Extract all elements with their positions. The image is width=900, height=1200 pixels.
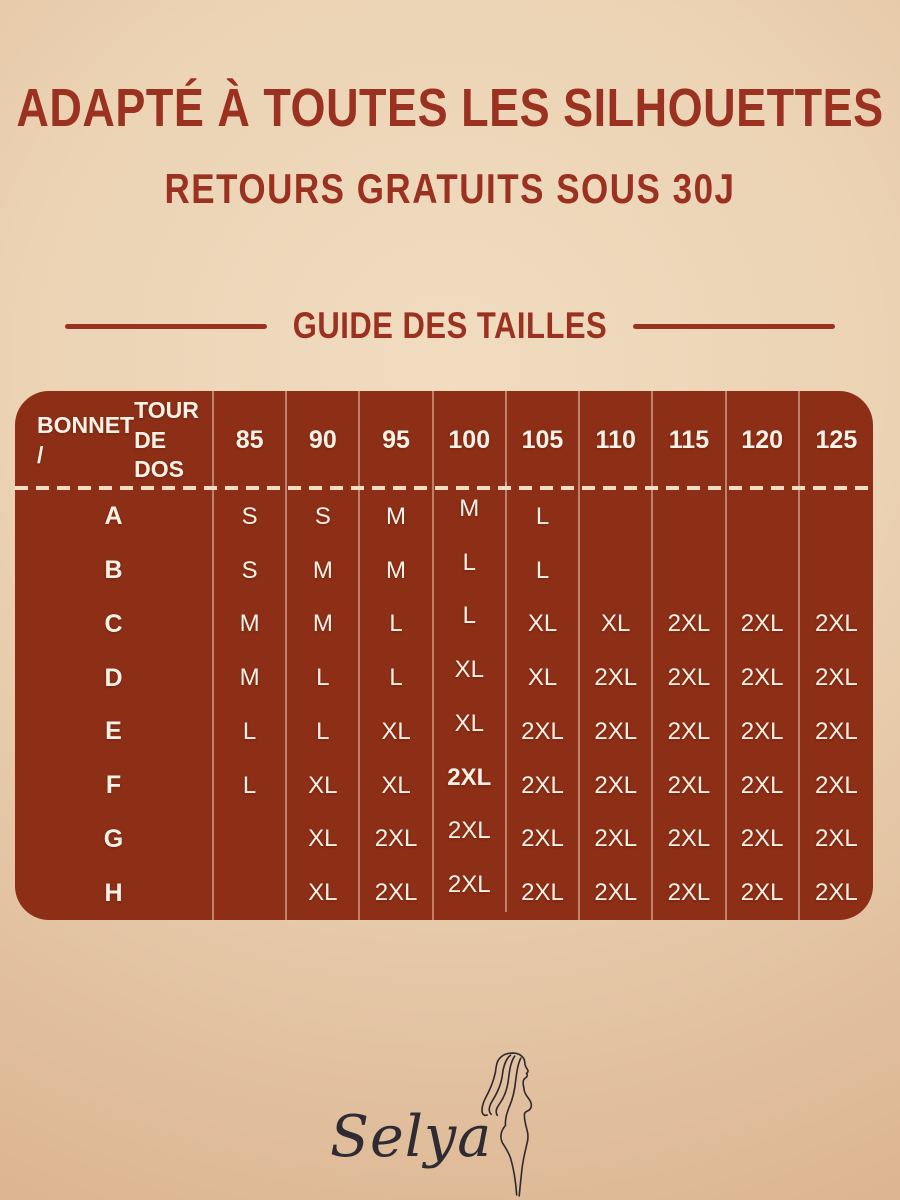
band-size-header-105: 105	[507, 391, 580, 490]
size-cell-A-100: M	[434, 482, 507, 536]
cup-row-label-D: D	[15, 651, 214, 705]
woman-silhouette-logo-icon	[478, 1050, 536, 1198]
size-cell-E-110: 2XL	[580, 705, 653, 759]
size-cell-D-120: 2XL	[727, 651, 800, 705]
size-cell-E-115: 2XL	[653, 705, 726, 759]
size-cell-F-95: XL	[360, 759, 433, 813]
size-cell-C-125: 2XL	[815, 610, 858, 638]
size-cell-H-105: 2XL	[507, 866, 580, 920]
size-cell-C-85: M	[214, 598, 287, 652]
size-cell-F-85: L	[214, 759, 287, 813]
size-cell-F-120: 2XL	[727, 759, 800, 813]
size-cell-F-100: 2XL	[434, 751, 507, 805]
size-cell-B-115	[653, 544, 726, 598]
size-cell-A-115	[653, 490, 726, 544]
size-guide-header	[0, 304, 900, 347]
size-cell-H-115: 2XL	[653, 866, 726, 920]
size-cell-D-125: 2XL	[815, 664, 858, 692]
cup-row-label-G: G	[15, 813, 214, 867]
size-cell-H-125: 2XL	[815, 879, 858, 907]
cup-row-label-A: A	[15, 490, 214, 544]
free-returns-subtitle: RETOURS GRATUITS SOUS 30J	[164, 166, 736, 213]
size-cell-G-120: 2XL	[727, 813, 800, 867]
size-cell-D-85: M	[214, 651, 287, 705]
size-cell-G-105: 2XL	[507, 813, 580, 867]
band-size-header-90: 90	[287, 391, 360, 490]
heading-rule-left	[65, 324, 267, 329]
size-cell-H-110: 2XL	[580, 866, 653, 920]
size-cell-G-95: 2XL	[360, 813, 433, 867]
size-cell-D-90: L	[287, 651, 360, 705]
band-size-header-95: 95	[360, 391, 433, 490]
size-cell-B-110	[580, 544, 653, 598]
size-cell-G-90: XL	[287, 813, 360, 867]
size-cell-C-120: 2XL	[727, 598, 800, 652]
brand-logo-text: Selya	[330, 1104, 493, 1170]
size-cell-H-95: 2XL	[360, 866, 433, 920]
size-cell-C-95: L	[360, 598, 433, 652]
cup-row-label-B: B	[15, 544, 214, 598]
size-cell-D-100: XL	[434, 643, 507, 697]
size-cell-B-100: L	[434, 536, 507, 590]
size-cell-H-85	[214, 866, 287, 920]
band-size-header-85: 85	[214, 391, 287, 490]
cup-row-label-C: C	[15, 598, 214, 652]
size-cell-A-85: S	[214, 490, 287, 544]
size-cell-F-125: 2XL	[815, 771, 858, 799]
size-cell-A-105: L	[507, 490, 580, 544]
size-cell-E-120: 2XL	[727, 705, 800, 759]
size-cell-A-90: S	[287, 490, 360, 544]
size-cell-F-105: 2XL	[507, 759, 580, 813]
band-size-header-100: 100	[434, 391, 507, 490]
size-cell-E-125: 2XL	[815, 717, 858, 745]
size-cell-F-115: 2XL	[653, 759, 726, 813]
size-cell-E-105: 2XL	[507, 705, 580, 759]
size-cell-A-120	[727, 490, 800, 544]
band-size-header-115: 115	[653, 391, 726, 490]
size-cell-A-110	[580, 490, 653, 544]
size-cell-C-90: M	[287, 598, 360, 652]
size-cell-G-100: 2XL	[434, 805, 507, 859]
size-cell-E-85: L	[214, 705, 287, 759]
size-cell-B-85: S	[214, 544, 287, 598]
size-cell-C-100: L	[434, 590, 507, 644]
dashed-divider	[15, 486, 873, 490]
size-table-corner-header: BONNET / TOUR DE DOS	[15, 391, 214, 490]
size-cell-G-110: 2XL	[580, 813, 653, 867]
size-cell-H-90: XL	[287, 866, 360, 920]
size-guide-heading: GUIDE DES TAILLES	[292, 304, 608, 347]
heading-rule-right	[633, 324, 835, 329]
size-cell-G-85	[214, 813, 287, 867]
page-title: ADAPTÉ À TOUTES LES SILHOUETTES	[16, 76, 884, 138]
size-cell-D-105: XL	[507, 651, 580, 705]
brand-logo	[330, 1046, 536, 1198]
size-cell-B-90: M	[287, 544, 360, 598]
size-cell-C-105: XL	[507, 598, 580, 652]
size-cell-C-110: XL	[580, 598, 653, 652]
cup-row-label-F: F	[15, 759, 214, 813]
size-cell-B-95: M	[360, 544, 433, 598]
size-cell-F-90: XL	[287, 759, 360, 813]
size-cell-E-100: XL	[434, 697, 507, 751]
size-cell-E-95: XL	[360, 705, 433, 759]
size-cell-E-90: L	[287, 705, 360, 759]
size-cell-F-110: 2XL	[580, 759, 653, 813]
size-cell-A-95: M	[360, 490, 433, 544]
size-cell-G-115: 2XL	[653, 813, 726, 867]
size-cell-C-115: 2XL	[653, 598, 726, 652]
size-cell-A-125	[800, 490, 873, 544]
band-size-header-120: 120	[727, 391, 800, 490]
cup-row-label-E: E	[15, 705, 214, 759]
size-cell-B-105: L	[507, 544, 580, 598]
cup-row-label-H: H	[15, 866, 214, 920]
size-cell-D-115: 2XL	[653, 651, 726, 705]
size-cell-D-110: 2XL	[580, 651, 653, 705]
band-size-header-125: 125	[815, 426, 858, 454]
size-cell-B-120	[727, 544, 800, 598]
size-cell-H-120: 2XL	[727, 866, 800, 920]
size-table	[15, 391, 873, 920]
size-cell-D-95: L	[360, 651, 433, 705]
band-size-header-110: 110	[580, 391, 653, 490]
size-cell-G-125: 2XL	[815, 825, 858, 853]
size-cell-B-125	[800, 544, 873, 598]
size-cell-H-100: 2XL	[434, 858, 507, 912]
